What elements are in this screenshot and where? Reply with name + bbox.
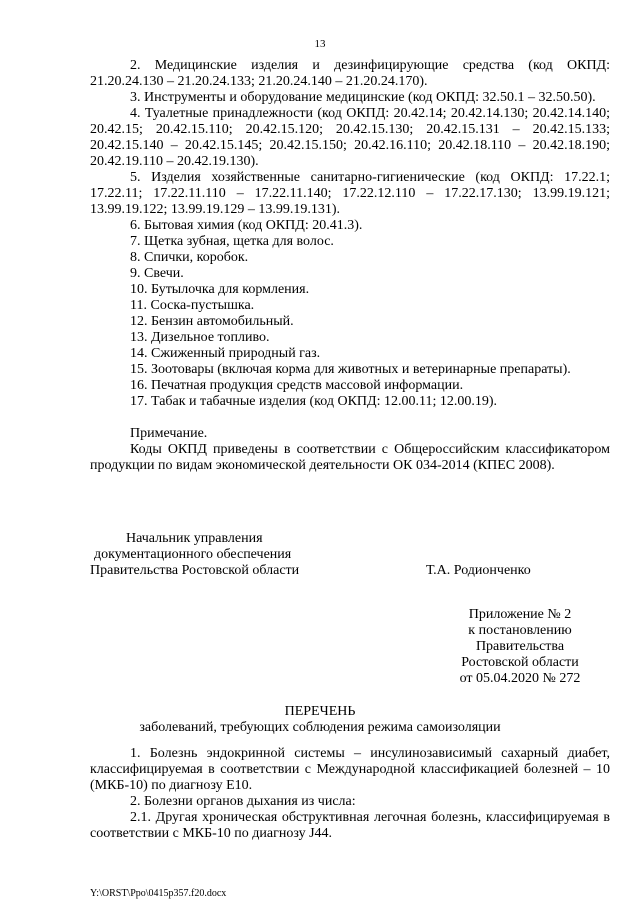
diseases-list: [90, 746, 610, 842]
list-item: 16. Печатная продукция средств массовой информации.: [130, 378, 464, 393]
signature-block: [90, 531, 610, 579]
signature-position-line3: Правительства Ростовской области: [90, 563, 300, 578]
list-item: 5. Изделия хозяйственные санитарно-гигиенические (код ОКПД: 17.22.1; 17.22.11; 17.22.11.110 – 17.22.11.140; 17.22.12.110 – 17.22.17.130; 13.99.19.121; 13.99.19.122; 13.99.19.129 – 13.99.19.131).: [90, 170, 610, 217]
appendix-line: от 05.04.2020 № 272: [459, 671, 581, 686]
page-number: 13: [314, 38, 326, 50]
list-item: 6. Бытовая химия (код ОКПД: 20.41.3).: [130, 218, 363, 233]
list-item: 14. Сжиженный природный газ.: [130, 346, 321, 361]
list-item: 13. Дизельное топливо.: [130, 330, 270, 345]
list-title: ПЕРЕЧЕНЬ: [284, 704, 356, 719]
disease-item: 2.1. Другая хроническая обструктивная легочная болезнь, классифицируемая в соответствии с МКБ-10 по диагнозу J44.: [90, 810, 610, 841]
disease-item: 1. Болезнь эндокринной системы – инсулинозависимый сахарный диабет, классифицируемая в соответствии с Международной классификацией болезней – 10 (МКБ-10) по диагнозу Е10.: [90, 746, 610, 793]
file-path-footer: Y:\ORST\Ppo\0415p357.f20.docx: [90, 888, 227, 899]
list-subtitle: заболеваний, требующих соблюдения режима самоизоляции: [139, 720, 501, 735]
list-item: 12. Бензин автомобильный.: [130, 314, 294, 329]
appendix-line: Приложение № 2: [468, 607, 572, 622]
list-item: 15. Зоотовары (включая корма для животных и ветеринарные препараты).: [130, 362, 571, 377]
list-item: 3. Инструменты и оборудование медицинские (код ОКПД: 32.50.1 – 32.50.50).: [130, 90, 596, 105]
note-heading: Примечание.: [130, 426, 208, 441]
list-item: 11. Соска-пустышка.: [130, 298, 255, 313]
appendix-line: Правительства: [475, 639, 565, 654]
list-item: 4. Туалетные принадлежности (код ОКПД: 20.42.14; 20.42.14.130; 20.42.14.140; 20.42.15; 20.42.15.110; 20.42.15.120; 20.42.15.130; 20.42.15.131 – 20.42.15.133; 20.42.15.140 – 20.42.15.145; 20.42.15.150; 20.42.16.110; 20.42.18.110 – 20.42.18.190; 20.42.19.110 – 20.42.19.130).: [90, 106, 610, 169]
signature-position-line1: Начальник управления: [126, 531, 263, 546]
signatory-name: Т.А. Родионченко: [426, 563, 531, 578]
list-item: 17. Табак и табачные изделия (код ОКПД: 12.00.11; 12.00.19).: [130, 394, 498, 409]
appendix-line: Ростовской области: [461, 655, 579, 670]
appendix-line: к постановлению: [468, 623, 572, 638]
signature-position-line2: документационного обеспечения: [94, 547, 292, 562]
list-item: 10. Бутылочка для кормления.: [130, 282, 310, 297]
list-item: 9. Свечи.: [130, 266, 184, 281]
goods-list: [90, 58, 610, 474]
list-item: 7. Щетка зубная, щетка для волос.: [130, 234, 334, 249]
appendix-header: [420, 607, 620, 687]
list-item: 2. Медицинские изделия и дезинфицирующие средства (код ОКПД: 21.20.24.130 – 21.20.24.133; 21.20.24.140 – 21.20.24.170).: [90, 58, 610, 89]
note-text: Коды ОКПД приведены в соответствии с Общероссийским классификатором продукции по видам экономической деятельности ОК 034-2014 (КПЕС 2008).: [90, 442, 610, 473]
list-item: 8. Спички, коробок.: [130, 250, 249, 265]
disease-item: 2. Болезни органов дыхания из числа:: [130, 794, 356, 809]
